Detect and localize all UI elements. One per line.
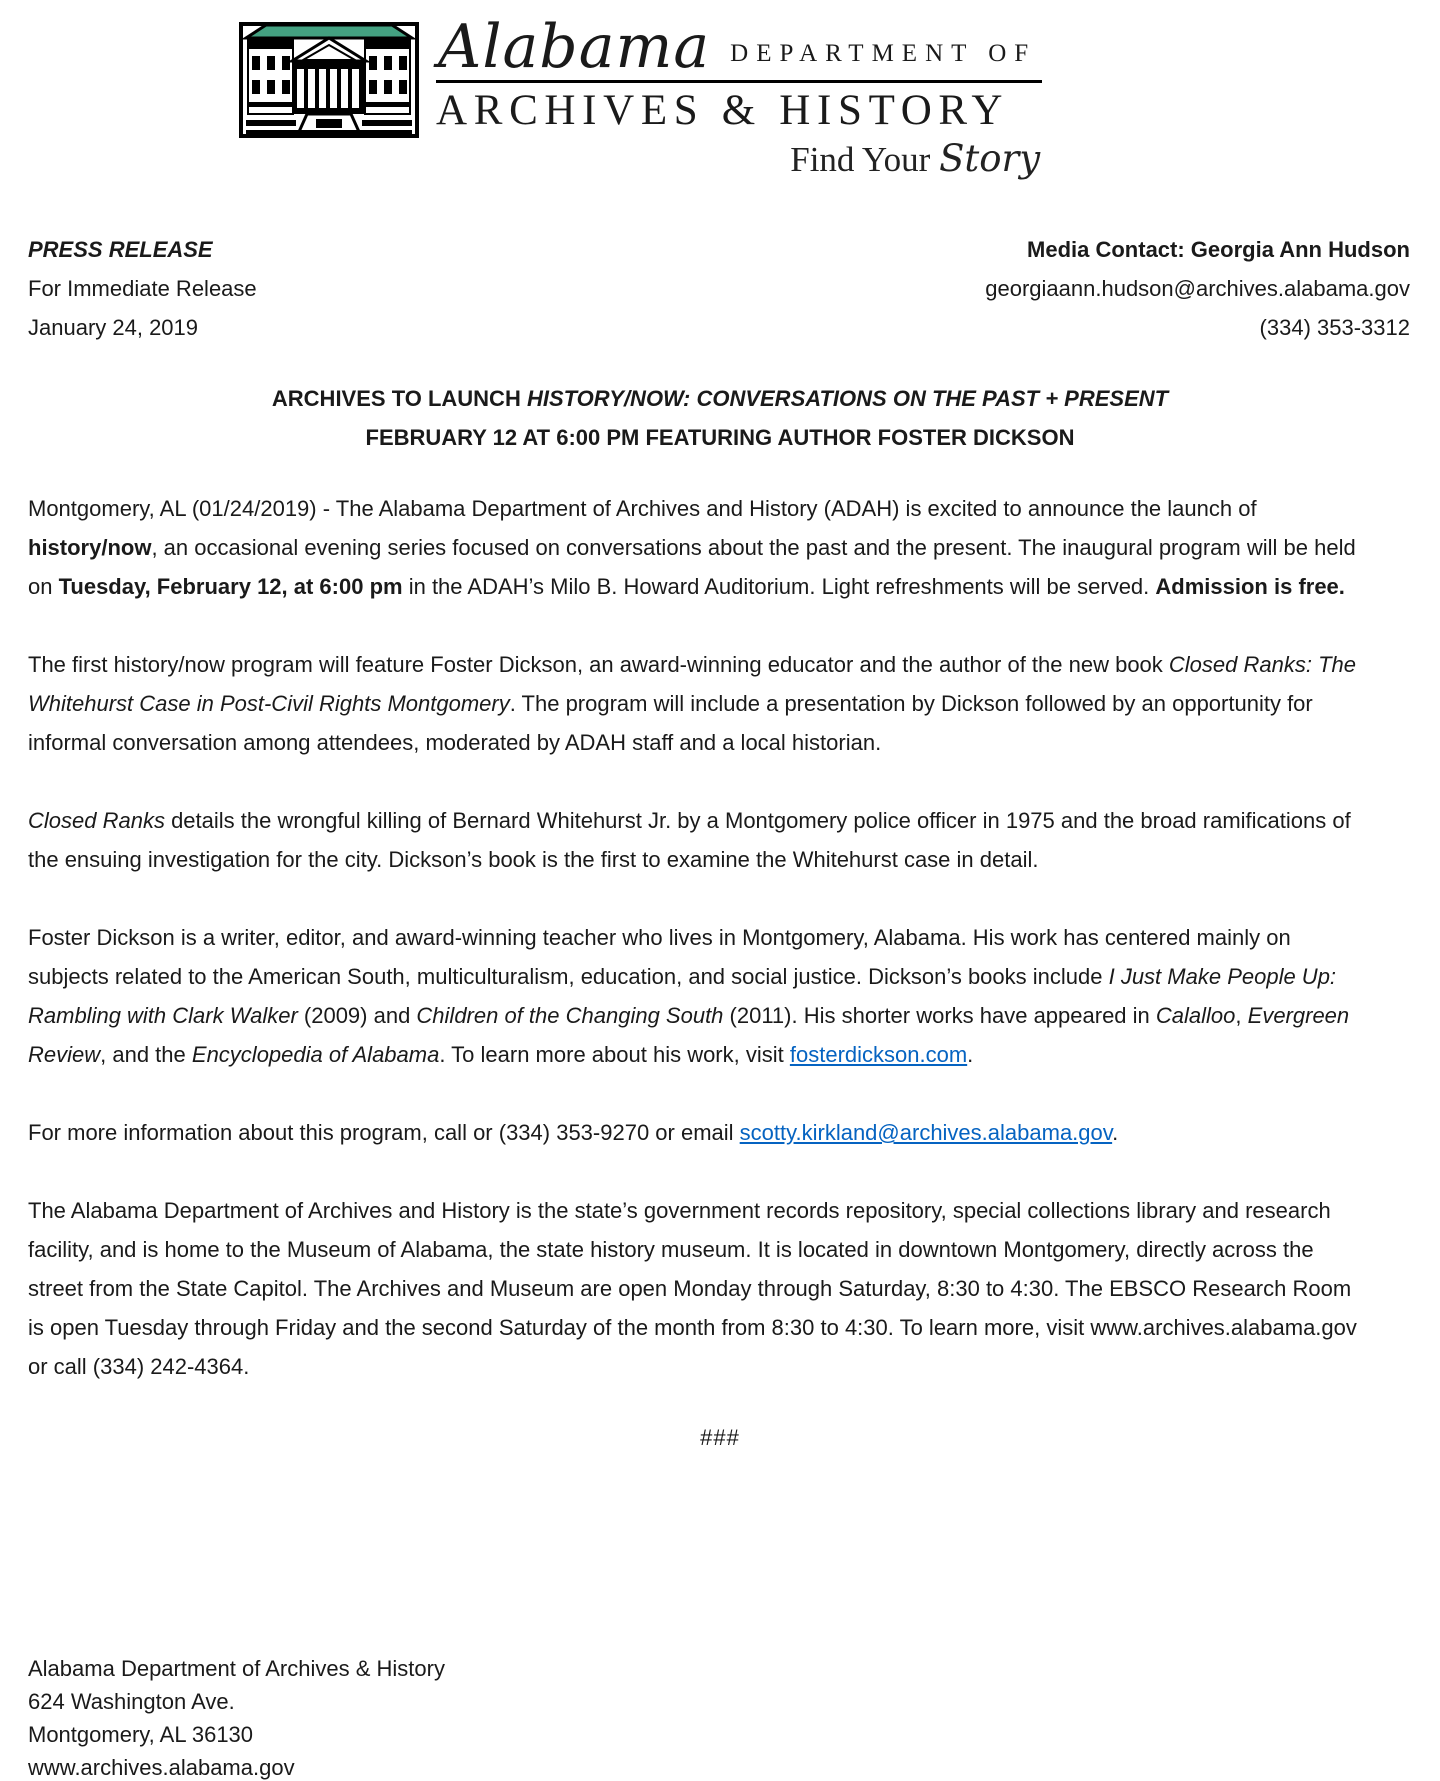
brand-script-alabama: Alabama [438, 12, 711, 82]
text-run: Admission is free. [1155, 574, 1345, 599]
text-run: The first history/now program will feature Foster Dickson, an award-winning educator and the author of the new book [28, 652, 1169, 677]
inline-link[interactable]: fosterdickson.com [789, 1042, 968, 1067]
text-run: in the ADAH’s Milo B. Howard Auditorium. Light refreshments will be served. [402, 574, 1156, 599]
text-run: Closed Ranks [28, 808, 165, 833]
headline-line-1 [0, 379, 1440, 418]
brand-department-of: DEPARTMENT OF [730, 40, 1037, 67]
headline [0, 379, 1440, 457]
text-run: ARCHIVES TO LAUNCH [271, 386, 527, 411]
paragraph-program-feature [28, 645, 1360, 762]
inline-link[interactable]: scotty.kirkland@archives.alabama.gov [739, 1120, 1113, 1145]
text-run: The Alabama Department of Archives and History is the state’s government records repository, special collections library and research facility, and is home to the Museum of Alabama, the state history museum. It is located in downtown Montgomery, directly across the street from the State Capitol. The Archives and Museum are open Monday through Saturday, 8:30 to 4:30. The EBSCO Research Room is open Tuesday through Friday and the second Saturday of the month from 8:30 to 4:30. To learn more, visit www.archives.alabama.gov or call (334) 242-4364. [28, 1198, 1357, 1379]
paragraph-more-info [28, 1113, 1360, 1152]
media-contact: Media Contact: Georgia Ann Hudson [1027, 237, 1410, 262]
text-run: Children of the Changing South [416, 1003, 724, 1028]
text-run: history/now [28, 535, 152, 560]
paragraph-announcement [28, 489, 1360, 606]
press-release-kicker: PRESS RELEASE [28, 237, 213, 262]
brand-block [436, 14, 1042, 180]
text-run: , an occasional evening series focused on conversations about the past and the present. The inaugural program will be held on [28, 535, 1356, 599]
body-copy [28, 489, 1360, 1386]
text-run: . [967, 1042, 974, 1067]
text-run: . The program will include a presentation by Dickson followed by an opportunity for informal conversation among attendees, moderated by ADAH staff and a local historian. [28, 691, 1313, 755]
footer-city-state-zip: Montgomery, AL 36130 [28, 1722, 254, 1747]
release-line: For Immediate Release [28, 276, 257, 301]
paragraph-about-adah [28, 1191, 1360, 1386]
end-marker: ### [700, 1425, 740, 1450]
brand-archives-history: ARCHIVES & HISTORY [436, 87, 1010, 134]
logo-roof [246, 25, 412, 38]
text-run: . To learn more about his work, visit [439, 1042, 790, 1067]
brand-tagline [790, 137, 1042, 180]
text-run: (2011). His shorter works have appeared in [723, 1003, 1156, 1028]
release-meta [28, 230, 1410, 347]
footer-street: 624 Washington Ave. [28, 1689, 235, 1714]
text-run: details the wrongful killing of Bernard Whitehurst Jr. by a Montgomery police officer in 1975 and the broad ramifications of the ensuing investigation for the city. Dickson’s book is the first to examine the Whitehurst case in detail. [28, 808, 1351, 872]
headline-line-2 [0, 418, 1440, 457]
release-meta-left [28, 230, 257, 347]
media-contact-phone: (334) 353-3312 [1259, 315, 1410, 340]
text-run: For more information about this program, call or (334) 353-9270 or email [28, 1120, 740, 1145]
text-run: , and the [100, 1042, 192, 1067]
footer-address [28, 1652, 445, 1781]
footer-website: www.archives.alabama.gov [28, 1755, 295, 1780]
paragraph-closed-ranks [28, 801, 1360, 879]
adah-building-logo [238, 14, 420, 142]
text-run: I Just Make People Up: Rambling with Clark Walker [28, 964, 1337, 1028]
text-run: Encyclopedia of Alabama [191, 1042, 440, 1067]
text-run: Evergreen Review [28, 1003, 1350, 1067]
letterhead [0, 0, 1440, 180]
text-run: Tuesday, February 12, at 6:00 pm [58, 574, 403, 599]
text-run: . [1112, 1120, 1119, 1145]
release-meta-right [985, 230, 1410, 347]
text-run: , [1235, 1003, 1248, 1028]
brand-top-row [436, 14, 1042, 83]
tagline-script-story: Story [939, 137, 1041, 180]
media-contact-email: georgiaann.hudson@archives.alabama.gov [985, 276, 1410, 301]
text-run: Montgomery, AL (01/24/2019) - The Alabama Department of Archives and History (ADAH) is excited to announce the launch of [28, 496, 1257, 521]
text-run: Foster Dickson is a writer, editor, and award-winning teacher who lives in Montgomery, Alabama. His work has centered mainly on subjects related to the American South, multiculturalism, education, and social justice. Dickson’s books include [28, 925, 1291, 989]
tagline-plain: Find Your [790, 140, 940, 179]
paragraph-author-bio [28, 918, 1360, 1074]
text-run: FEBRUARY 12 AT 6:00 PM FEATURING AUTHOR FOSTER DICKSON [365, 425, 1075, 450]
text-run: (2009) and [297, 1003, 417, 1028]
footer-org-name: Alabama Department of Archives & History [28, 1656, 445, 1681]
release-date: January 24, 2019 [28, 315, 199, 340]
text-run: Closed Ranks: The Whitehurst Case in Post-Civil Rights Montgomery [28, 652, 1356, 716]
text-run: HISTORY/NOW: CONVERSATIONS ON THE PAST + PRESENT [526, 386, 1169, 411]
text-run: Calalloo [1155, 1003, 1236, 1028]
